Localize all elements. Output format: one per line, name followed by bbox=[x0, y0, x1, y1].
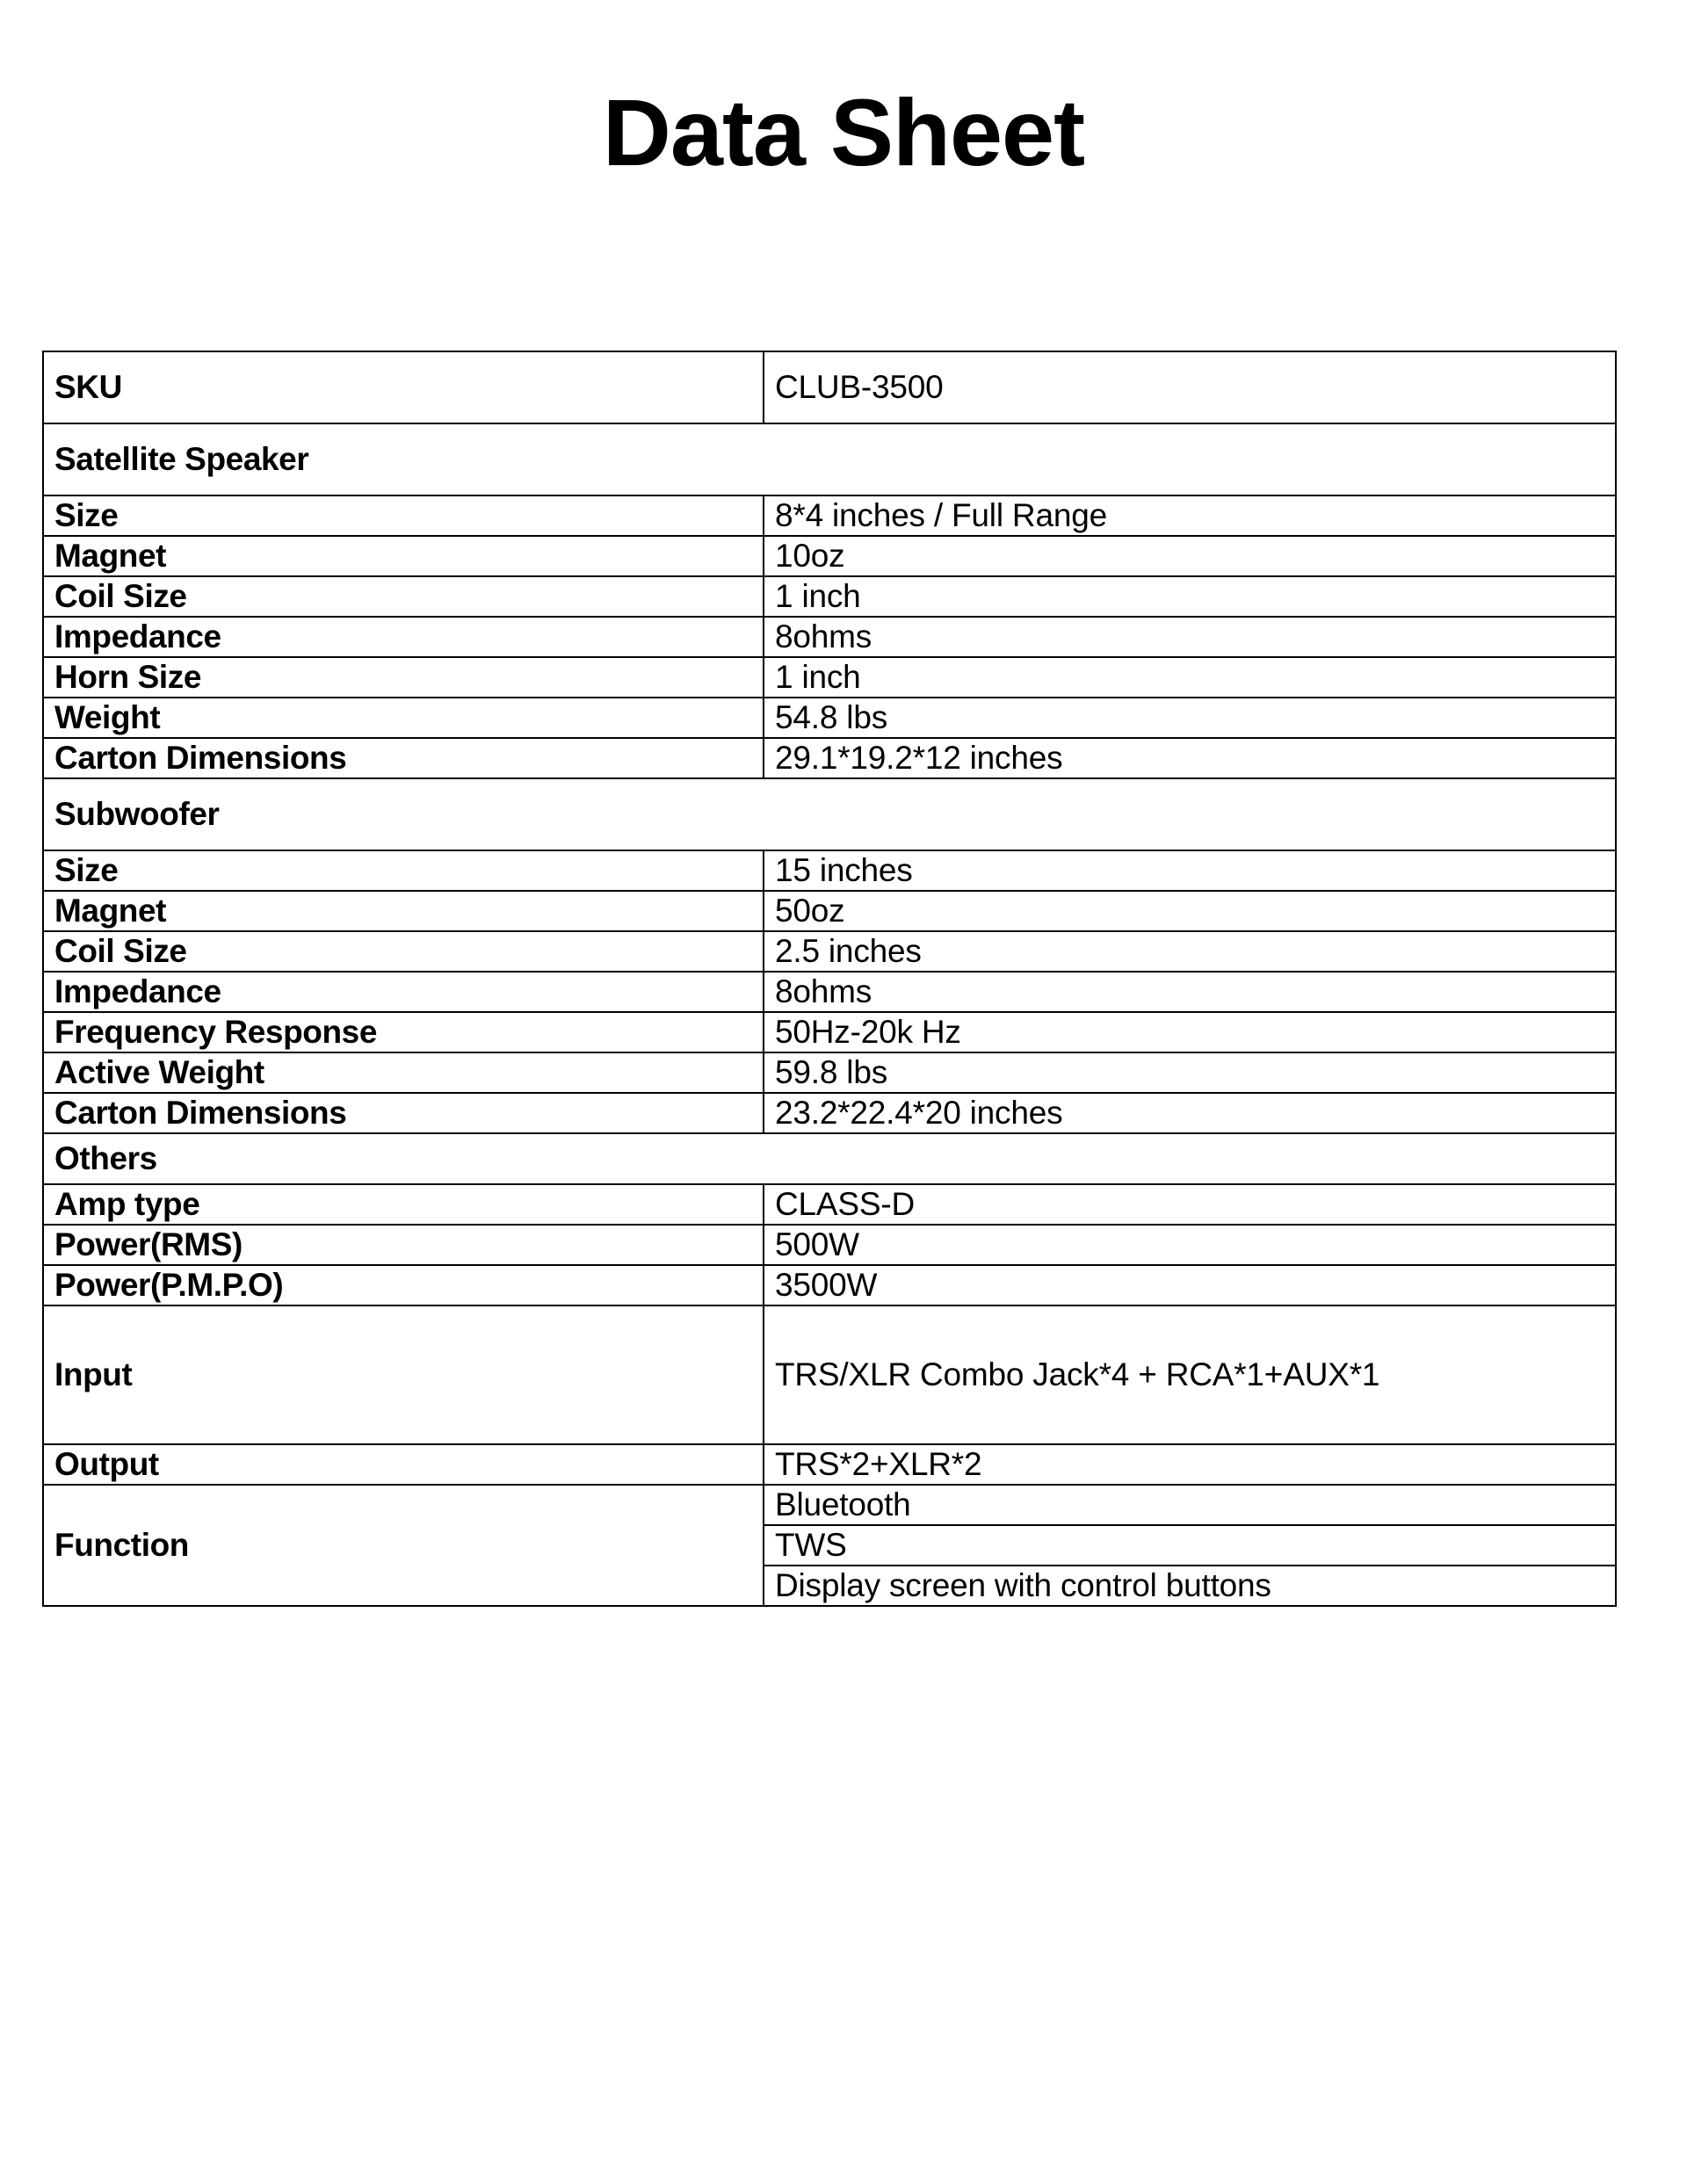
section-header-label: Subwoofer bbox=[43, 778, 1616, 850]
table-row bbox=[43, 1052, 1616, 1093]
table-row bbox=[43, 1485, 1616, 1525]
table-row bbox=[43, 1184, 1616, 1225]
spec-value: 8ohms bbox=[764, 972, 1616, 1012]
spec-value: 50oz bbox=[764, 891, 1616, 931]
spec-value: Display screen with control buttons bbox=[764, 1566, 1616, 1606]
spec-value: 29.1*19.2*12 inches bbox=[764, 738, 1616, 778]
spec-value: 3500W bbox=[764, 1265, 1616, 1305]
specifications-table bbox=[42, 351, 1617, 1607]
spec-value: 23.2*22.4*20 inches bbox=[764, 1093, 1616, 1133]
spec-label: Coil Size bbox=[43, 931, 764, 972]
table-row bbox=[43, 1265, 1616, 1305]
table-row bbox=[43, 657, 1616, 698]
table-row bbox=[43, 931, 1616, 972]
spec-label: Active Weight bbox=[43, 1052, 764, 1093]
spec-value: 10oz bbox=[764, 536, 1616, 576]
section-header-label: Satellite Speaker bbox=[43, 423, 1616, 495]
spec-label: Coil Size bbox=[43, 576, 764, 617]
spec-value: 59.8 lbs bbox=[764, 1052, 1616, 1093]
table-row bbox=[43, 972, 1616, 1012]
table-section-row bbox=[43, 1133, 1616, 1184]
spec-value: 500W bbox=[764, 1225, 1616, 1265]
spec-value: 1 inch bbox=[764, 576, 1616, 617]
spec-value: TWS bbox=[764, 1525, 1616, 1566]
spec-label: Weight bbox=[43, 698, 764, 738]
spec-label: Carton Dimensions bbox=[43, 1093, 764, 1133]
spec-label: SKU bbox=[43, 351, 764, 423]
spec-value: 2.5 inches bbox=[764, 931, 1616, 972]
table-row bbox=[43, 1093, 1616, 1133]
table-row bbox=[43, 738, 1616, 778]
specifications-table-body bbox=[43, 351, 1616, 1606]
table-row bbox=[43, 617, 1616, 657]
table-section-row bbox=[43, 778, 1616, 850]
table-row bbox=[43, 536, 1616, 576]
table-row bbox=[43, 891, 1616, 931]
spec-value: 15 inches bbox=[764, 850, 1616, 891]
table-row bbox=[43, 576, 1616, 617]
spec-value: 8ohms bbox=[764, 617, 1616, 657]
table-row bbox=[43, 1444, 1616, 1485]
spec-label: Amp type bbox=[43, 1184, 764, 1225]
specifications-table-container bbox=[42, 351, 1615, 1607]
spec-value: 8*4 inches / Full Range bbox=[764, 495, 1616, 536]
spec-label: Power(RMS) bbox=[43, 1225, 764, 1265]
spec-value: 50Hz-20k Hz bbox=[764, 1012, 1616, 1052]
spec-label: Magnet bbox=[43, 536, 764, 576]
table-row bbox=[43, 698, 1616, 738]
table-row bbox=[43, 1305, 1616, 1444]
table-row bbox=[43, 1012, 1616, 1052]
spec-value: TRS/XLR Combo Jack*4 + RCA*1+AUX*1 bbox=[764, 1305, 1616, 1444]
table-row bbox=[43, 1225, 1616, 1265]
spec-label: Frequency Response bbox=[43, 1012, 764, 1052]
spec-label: Carton Dimensions bbox=[43, 738, 764, 778]
spec-value: 54.8 lbs bbox=[764, 698, 1616, 738]
spec-label: Input bbox=[43, 1305, 764, 1444]
spec-value: CLUB-3500 bbox=[764, 351, 1616, 423]
spec-label: Impedance bbox=[43, 972, 764, 1012]
table-row bbox=[43, 850, 1616, 891]
table-section-row bbox=[43, 423, 1616, 495]
table-row bbox=[43, 495, 1616, 536]
spec-label: Power(P.M.P.O) bbox=[43, 1265, 764, 1305]
spec-value: TRS*2+XLR*2 bbox=[764, 1444, 1616, 1485]
spec-label: Function bbox=[43, 1485, 764, 1606]
spec-label: Size bbox=[43, 495, 764, 536]
spec-value: CLASS-D bbox=[764, 1184, 1616, 1225]
table-row bbox=[43, 351, 1616, 423]
spec-value: 1 inch bbox=[764, 657, 1616, 698]
page-title: Data Sheet bbox=[602, 79, 1085, 185]
spec-label: Size bbox=[43, 850, 764, 891]
spec-label: Output bbox=[43, 1444, 764, 1485]
section-header-label: Others bbox=[43, 1133, 1616, 1184]
spec-label: Magnet bbox=[43, 891, 764, 931]
spec-label: Horn Size bbox=[43, 657, 764, 698]
spec-value: Bluetooth bbox=[764, 1485, 1616, 1525]
spec-label: Impedance bbox=[43, 617, 764, 657]
